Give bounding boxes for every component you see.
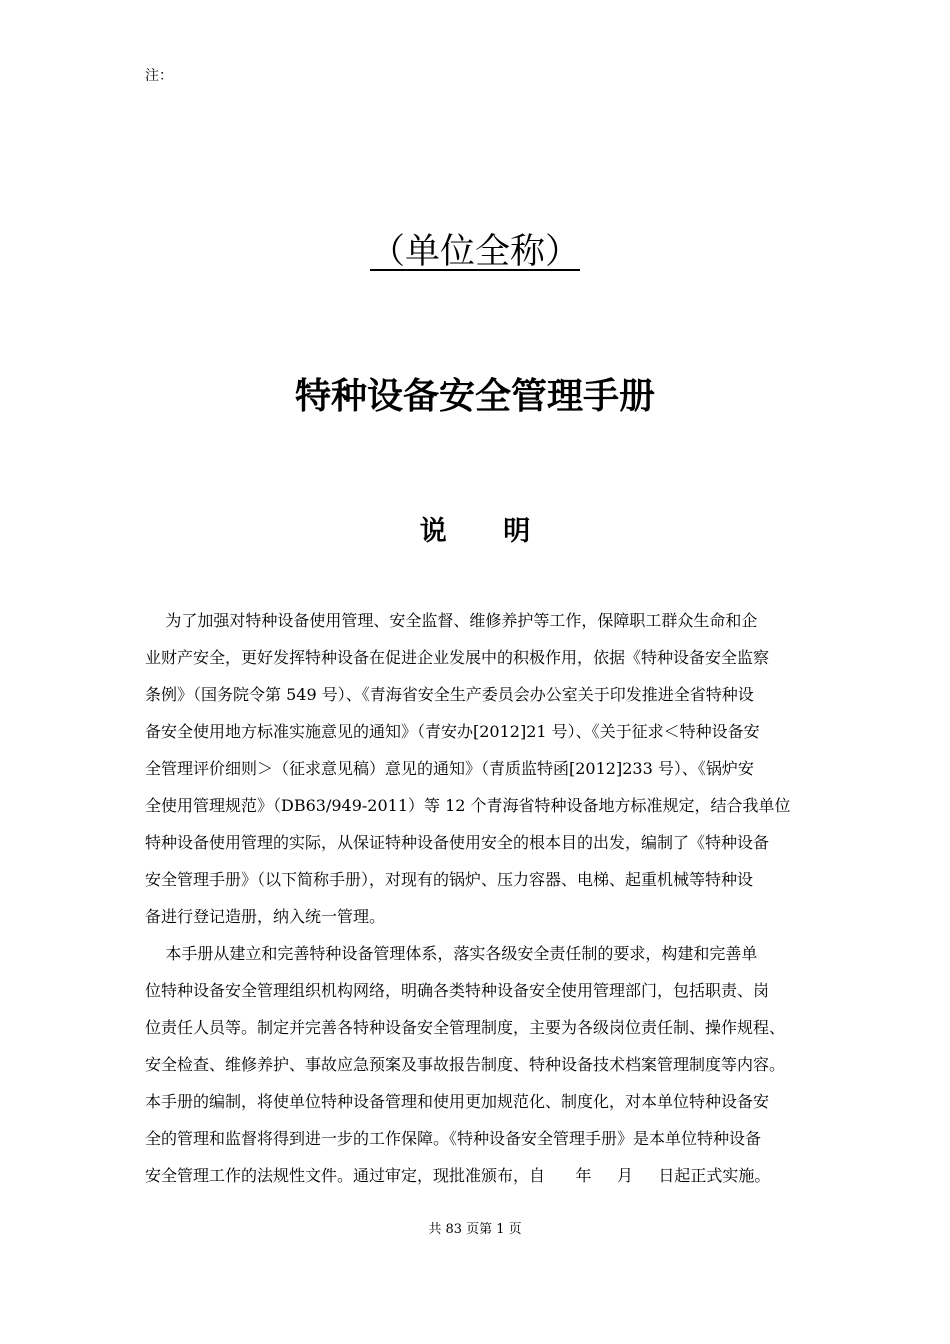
paragraph-line: 条例》（国务院令第 549 号）、《青海省安全生产委员会办公室关于印发推进全省特种设 [145,685,754,704]
paragraph-line: 安全管理工作的法规性文件。通过审定，现批准颁布，自 年 月 日起正式实施。 [145,1166,771,1185]
unit-name-heading [0,228,950,276]
paragraph-1 [145,602,817,935]
paragraph-line: 位责任人员等。制定并完善各特种设备安全管理制度，主要为各级岗位责任制、操作规程、 [145,1018,786,1037]
paragraph-line: 为了加强对特种设备使用管理、安全监督、维修养护等工作，保障职工群众生命和企 [145,611,758,630]
paragraph-line: 安全管理手册》（以下简称手册），对现有的锅炉、压力容器、电梯、起重机械等特种设 [145,870,754,889]
paragraph-line: 位特种设备安全管理组织机构网络，明确各类特种设备安全使用管理部门，包括职责、岗 [145,981,770,1000]
paragraph-line: 本手册从建立和完善特种设备管理体系，落实各级安全责任制的要求，构建和完善单 [145,944,758,963]
manual-title: 特种设备安全管理手册 [294,375,655,417]
paragraph-2 [145,935,817,1194]
paragraph-line: 全管理评价细则＞（征求意见稿）意见的通知》（青质监特函[2012]233 号）、《锅炉安 [145,759,754,778]
unit-name-text: （单位全称） [369,232,580,272]
paragraph-line: 全使用管理规范》（DB63/949-2011）等 12 个青海省特种设备地方标准规定，结合我单位 [145,796,791,815]
paragraph-line: 本手册的编制，将使单位特种设备管理和使用更加规范化、制度化，对本单位特种设备安 [145,1092,770,1111]
body-text [145,602,817,1194]
paragraph-line: 备进行登记造册，纳入统一管理。 [145,907,386,926]
note-label: 注： [145,68,173,84]
section-heading: 说 明 [419,516,531,547]
paragraph-line: 备安全使用地方标准实施意见的通知》（青安办[2012]21 号）、《关于征求＜特种设备安 [145,722,760,741]
paragraph-line: 全的管理和监督将得到进一步的工作保障。《特种设备安全管理手册》是本单位特种设备 [145,1129,762,1148]
paragraph-line: 特种设备使用管理的实际，从保证特种设备使用安全的根本目的出发，编制了《特种设备 [145,833,770,852]
paragraph-line: 安全检查、维修养护、事故应急预案及事故报告制度、特种设备技术档案管理制度等内容。 [145,1055,786,1074]
page-footer: 共 83 页第 1 页 [428,1222,522,1237]
paragraph-line: 业财产安全，更好发挥特种设备在促进企业发展中的积极作用，依据《特种设备安全监察 [145,648,770,667]
